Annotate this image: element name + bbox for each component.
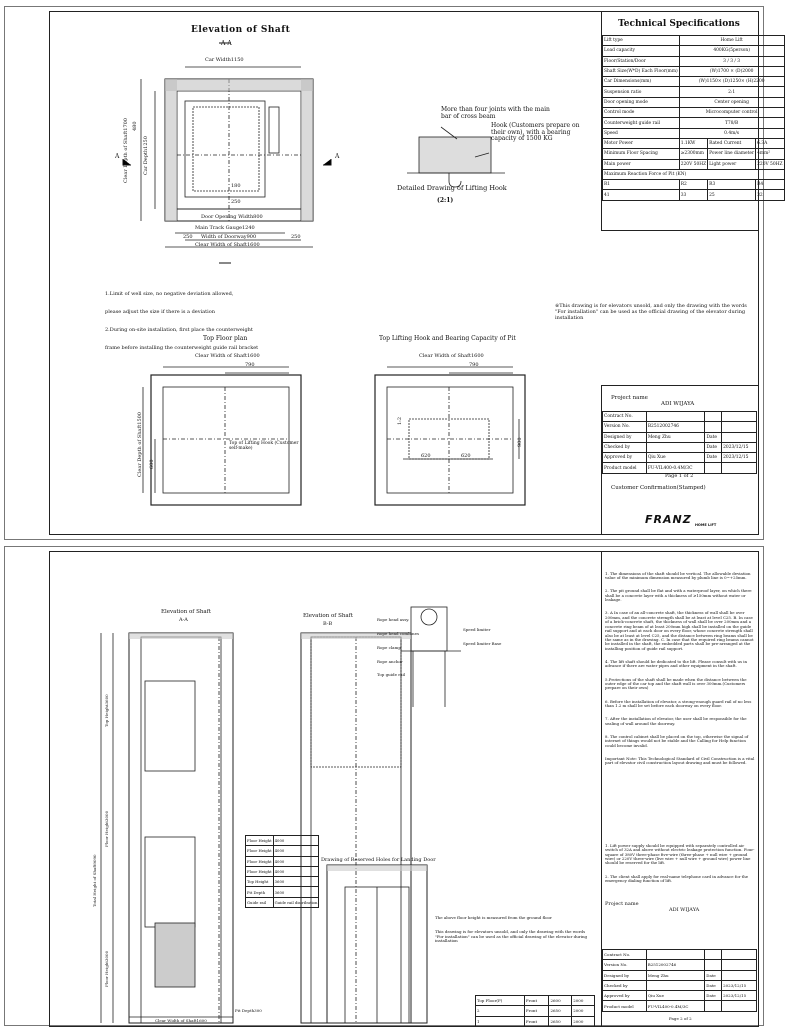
sheave-label: Top guide rail <box>377 672 406 678</box>
speed-label: Speed limiter <box>463 627 491 633</box>
project-table <box>602 411 757 474</box>
spec-row-cell: 400KG(5person) <box>679 46 784 56</box>
plan2-dim-b: 620 <box>461 453 471 459</box>
project-row-cell <box>722 463 757 473</box>
project-row-cell: Version No. <box>603 960 647 970</box>
side-row-cell: 4000 <box>273 866 319 876</box>
project-row-cell <box>705 1001 722 1011</box>
spec-title: Technical Specifications <box>618 19 740 29</box>
side-row-cell: Pit Depth <box>246 887 274 897</box>
clear-width-dim: Clear Width of Shaft1600 <box>195 242 260 248</box>
sheave-label: Rope head assy. <box>377 617 410 623</box>
civil-note: 5.Protections of the shaft shall be made when the distance between the outer edge of the car top and the shaft wall is over 300mm.(Customers prepare on their own) <box>605 676 748 691</box>
top-height: Top Height3600 <box>104 694 109 727</box>
floor-row-cell: 2650 <box>549 1006 572 1016</box>
project-name-value-2: ADI WIJAYA <box>669 907 700 913</box>
project-name-value: ADI WIJAYA <box>661 401 695 407</box>
floor-row <box>476 1016 595 1026</box>
side-row <box>246 856 319 866</box>
spec-row <box>603 46 785 56</box>
spec-row-cell: Rated Current <box>708 138 756 148</box>
civil-note: 3. A In case of an all-concrete shaft, the thickness of wall shall be over 200mm, and the concrete strength shall be at least at level C25. B. In case of a brick-concrete shaft, the thickness of wall shall be over 200mm and a concrete ring beam of at least 200mm high shall be installed on the guide rail support and at each door on every floor, whose concrete strength shall also be at least at level C25, and the distance between ring beams shall be the same as in the drawing. C. In case that the required ring beams cannot be installed in the shaft, the embedded parts shall be pre-arranged at the installing position of guide rail support. <box>605 610 755 651</box>
side-row-cell: 4000 <box>273 846 319 856</box>
project-row-cell <box>705 950 722 960</box>
civil-note: 8. The control cabinet shall be placed on the top, otherwise the signal of internet of things would not be stable and the Calling for Help function could become invalid. <box>605 733 750 748</box>
floor-row-cell: 1 <box>476 1016 525 1026</box>
spec-row-cell: 4mm² <box>756 149 784 159</box>
spec-row-cell: Counterweight guide rail <box>603 118 680 128</box>
spec-row <box>603 190 785 200</box>
plan2-ratio: 1:2 <box>397 416 403 425</box>
hook-note: More than four joints with the main bar of cross beam <box>441 106 552 120</box>
dim-250-left: 250 <box>183 234 193 240</box>
plan2-dim-790: 790 <box>469 362 479 368</box>
total-height: Total Height of Shaft9090 <box>92 854 97 907</box>
spec-row-cell: 41 <box>603 190 680 200</box>
civil-note: 6. Before the installation of elevator, a strong-enough guard rail of no less than 1.2 m shall be set before each doorway on every floor. <box>605 698 753 708</box>
elev-b-sub: B-B <box>323 621 333 627</box>
project-row-cell <box>646 412 705 422</box>
plan-dim-600: 600 <box>149 459 155 469</box>
project-row-cell: FU-VIL400-0.4M/3C <box>646 463 705 473</box>
spec-row-cell: R4 <box>756 180 784 190</box>
project-row <box>603 463 757 473</box>
spec-row-cell: Door opening mode <box>603 97 680 107</box>
section-mark-left: A <box>115 153 120 160</box>
side-row-cell: 3600 <box>273 877 319 887</box>
sheave-labels <box>377 609 419 687</box>
sheave-label: Rope clamp <box>377 644 401 650</box>
spec-row <box>603 149 785 159</box>
spec-row-cell: 0.4m/s <box>679 128 784 138</box>
project-row-cell: Qiu Xue <box>646 453 705 463</box>
project-row <box>603 412 757 422</box>
lifting-hook-title: Detailed Drawing of Lifting Hook <box>397 184 507 192</box>
spec-row-cell: (W)1700 × (D)2000 <box>679 66 784 76</box>
project-row-cell <box>722 960 757 970</box>
project-row-cell: Date <box>705 442 722 452</box>
top-hook-plan <box>375 367 525 505</box>
spec-row <box>603 118 785 128</box>
floor-table <box>475 995 595 1027</box>
project-row <box>603 980 757 990</box>
project-row-cell <box>646 980 704 990</box>
project-row <box>603 422 757 432</box>
hole-notes <box>435 907 595 953</box>
project-row-cell: Checked by <box>603 442 647 452</box>
project-row-cell: Date <box>705 453 722 463</box>
plan-clear-width: Clear Width of Shaft1600 <box>195 353 260 359</box>
project-row-cell <box>646 950 704 960</box>
hook-label: Hook (Customers prepare on their own), with a bearing capacity of 1500 KG <box>491 122 582 142</box>
spec-row <box>603 56 785 66</box>
project-row <box>603 453 757 463</box>
car-depth-dim: Car Depth1250 <box>143 136 149 175</box>
note-line: frame before installing the counterweight guide rail bracket <box>105 345 259 351</box>
spec-row-cell: Power line diameter <box>708 149 756 159</box>
project-row-cell: 2023/12/15 <box>722 442 757 452</box>
drawing-sheet-1 <box>4 6 783 540</box>
spec-row <box>603 77 785 87</box>
project-row-cell <box>722 412 757 422</box>
spec-row-cell: Center opening <box>679 97 784 107</box>
project-name-label: Project name <box>611 395 648 401</box>
car-width-dim: Car Width1150 <box>205 57 244 63</box>
spec-row-cell: Load capacity <box>603 46 680 56</box>
project-row <box>603 442 757 452</box>
side-table <box>245 835 319 908</box>
civil-notes <box>605 563 755 775</box>
plan2-dim-900: 900 <box>517 437 523 447</box>
project-row-cell <box>705 960 722 970</box>
project-row-cell: Date <box>705 970 722 980</box>
spec-row-cell: ≥2300mm <box>679 149 707 159</box>
project-row-cell <box>705 412 722 422</box>
spec-row-cell: Shaft Size(W*D) Each Floor(mm) <box>603 66 680 76</box>
side-row-cell: Floor Height <box>246 856 274 866</box>
side-row <box>246 836 319 846</box>
project-row-cell <box>705 422 722 432</box>
page-indicator-2: Page 2 of 2 <box>669 1016 692 1021</box>
spec-row-cell: 33 <box>679 190 707 200</box>
spec-row-cell: Microcomputer control <box>679 108 784 118</box>
floor-row-cell: 2600 <box>549 996 572 1006</box>
project-row <box>603 1001 757 1011</box>
civil-note: 4. The lift shaft should be dedicated to the lift. Please consult with us in advance if there are water pipes and other equipment in the shaft. <box>605 658 749 669</box>
side-row-cell: 4000 <box>273 856 319 866</box>
elev-a-sub: A-A <box>179 617 188 623</box>
speed-labels <box>463 619 501 656</box>
floor-row-cell: 2650 <box>549 1016 572 1026</box>
spec-row <box>603 169 785 179</box>
project-row-cell <box>722 970 757 980</box>
project-row <box>603 991 757 1001</box>
spec-row-cell: (W)1150× (D)1250× (H)2200 <box>679 77 784 87</box>
elevation-title: Elevation of Shaft <box>191 25 291 35</box>
spec-row-cell: R1 <box>603 180 680 190</box>
floor-height-2: Floor Height3000 <box>104 950 109 987</box>
civil-note: Important Note: This Technological Standard of Civil Construction is a vital part of elevator civil construction layout drawing and must be followed. <box>605 755 756 766</box>
project-row-cell: Date <box>705 980 722 990</box>
electrical-notes <box>605 835 755 892</box>
spec-row <box>603 36 785 46</box>
side-row-cell: Floor Height <box>246 846 274 856</box>
spec-row-cell: 3 / 3 / 3 <box>679 56 784 66</box>
spec-row-cell: Speed <box>603 128 680 138</box>
shaft-clear-width: Clear Width of Shaft1600 <box>155 1018 207 1023</box>
project-row-cell: Designed by <box>603 970 647 980</box>
elev-a-title: Elevation of Shaft <box>161 609 211 615</box>
spec-row-cell: Minimum Floor Spacing <box>603 149 680 159</box>
floor-row-cell: Front <box>524 1006 549 1016</box>
main-track-dim: Main Track Gauge1240 <box>195 225 255 231</box>
top-floor-title: Top Floor plan <box>203 335 248 342</box>
floor-height-1: Floor Height3000 <box>104 810 109 847</box>
project-row-cell: Contract No. <box>603 950 647 960</box>
note-line: 1.Limit of well size, no negative deviation allowed, <box>105 291 234 297</box>
project-row-cell: Date <box>705 991 722 1001</box>
plan-dim-790: 790 <box>245 362 255 368</box>
electrical-note: 1. Lift power supply should be equipped with separately controlled air switch of 32A and above without electric leakage protection function. Four-square of 380V three-phase five-wire (three-phase + null wire + ground wire) or 220V three-wire (live wire + null wire + ground wire) power line should be reserved for the lift. <box>605 842 755 866</box>
civil-note: 2. The pit ground shall be flat and with a waterproof layer, on which there shall be a concrete layer with a thickness of ≥150mm without water or leakage. <box>605 588 753 603</box>
floor-row-cell: Top Floor(F) <box>476 996 525 1006</box>
project-row-cell: Approved by <box>603 991 647 1001</box>
project-row-cell: Qiu Xue <box>646 991 704 1001</box>
spec-row <box>603 87 785 97</box>
side-row <box>246 846 319 856</box>
project-row-cell: Designed by <box>603 432 647 442</box>
project-row-cell: B2512002746 <box>646 422 705 432</box>
dim-250-right: 250 <box>291 234 301 240</box>
project-row-cell <box>722 1001 757 1011</box>
project-row-cell: 2023/12/15 <box>722 453 757 463</box>
project-row-cell <box>722 422 757 432</box>
civil-note: 1. The dimensions of the shaft should be vertical. The allowable deviation value of the minimum dimension measured by plumb line is 0~+25mm. <box>605 570 752 581</box>
drawing-sheet-2 <box>4 546 764 1026</box>
spec-row-cell: 2:1 <box>679 87 784 97</box>
spec-row-cell: Motor Power <box>603 138 680 148</box>
project-row-cell <box>646 442 705 452</box>
spec-row-cell: R3 <box>708 180 756 190</box>
floor-row-cell: 2000 <box>572 1006 595 1016</box>
dim-180: 180 <box>231 183 241 189</box>
hole-note: The above floor height is measured from the ground floor <box>435 915 552 921</box>
floor-row-cell: 2000 <box>572 1016 595 1026</box>
side-row-cell: Floor Height <box>246 836 274 846</box>
shaft-notes <box>105 279 345 363</box>
floor-row-cell: Front <box>524 996 549 1006</box>
customer-confirmation: Customer Confirmation(Stamped) <box>611 485 706 491</box>
floor-row <box>476 1006 595 1016</box>
side-row-cell: Floor Height <box>246 866 274 876</box>
side-row <box>246 877 319 887</box>
sheave-label: Rope anchor <box>377 658 403 664</box>
project-row <box>603 960 757 970</box>
side-row-cell: Top Height <box>246 877 274 887</box>
project-row-cell: Approved by <box>603 453 647 463</box>
spec-row-cell: R2 <box>679 180 707 190</box>
spec-row-cell: 25 <box>708 190 756 200</box>
project-table-2 <box>602 949 757 1012</box>
spec-row <box>603 128 785 138</box>
side-row-cell: Guide rail distribution <box>273 897 319 907</box>
hole-note: This drawing is for elevators unsold, and only the drawing with the words "For installation" can be used as the official drawing of the elevator during installation <box>435 928 589 944</box>
floor-row-cell: 2 <box>476 1006 525 1016</box>
door-opening-dim: Door Opening Width800 <box>201 214 263 220</box>
reserve-title: Drawing of Reserved Holes for Landing Door <box>321 857 436 863</box>
spec-row <box>603 97 785 107</box>
spec-row-cell: Main power <box>603 159 680 169</box>
floor-row-cell: Front <box>524 1016 549 1026</box>
side-row-cell: 3600 <box>273 887 319 897</box>
project-row-cell <box>722 950 757 960</box>
spec-row <box>603 138 785 148</box>
project-row-cell: Product model <box>603 463 647 473</box>
side-row <box>246 897 319 907</box>
top-hook-title: Top Lifting Hook and Bearing Capacity of Pit <box>379 335 516 342</box>
spec-row-cell: Floor/Station/Door <box>603 56 680 66</box>
brand-logo-sub: HOME LIFT <box>695 523 717 527</box>
plan-hook-note: Top of Lifting Hook (Customer self-make) <box>229 441 300 451</box>
project-row-cell: 2023/12/15 <box>722 991 757 1001</box>
spec-table <box>602 35 785 201</box>
spec-row-cell: 220V 50HZ <box>679 159 707 169</box>
project-row-cell: B2512002746 <box>646 960 704 970</box>
project-name-label-2: Project name <box>605 901 639 907</box>
project-row <box>603 432 757 442</box>
page-indicator-1: Page 1 of 2 <box>665 473 694 479</box>
spec-row-cell: Home Lift <box>679 36 784 46</box>
plan2-clear-width: Clear Width of Shaft1600 <box>419 353 484 359</box>
spec-row-cell: Control mode <box>603 108 680 118</box>
spec-row <box>603 180 785 190</box>
project-row-cell <box>722 432 757 442</box>
side-row <box>246 866 319 876</box>
electrical-note: 2. The client shall apply for real-name telephone card in advance for the emergency dialing function of lift. <box>605 873 750 884</box>
spec-row-cell: Suspension ratio <box>603 87 680 97</box>
lifting-hook-scale: (2:1) <box>437 197 454 204</box>
spec-row-cell: Light power <box>708 159 756 169</box>
project-row-cell: 2023/12/15 <box>722 980 757 990</box>
sheave-label: Rope head combines <box>377 630 420 636</box>
note-line: 2.During on-site installation, first place the counterweight <box>105 327 253 333</box>
spec-row-cell: 220V 50HZ <box>756 159 784 169</box>
spec-row <box>603 159 785 169</box>
project-row <box>603 970 757 980</box>
side-row-cell: Guide rail <box>246 897 274 907</box>
project-row-cell: Contract No. <box>603 412 647 422</box>
brand-logo: FRANZ <box>645 513 692 526</box>
project-row-cell: Product model <box>603 1001 647 1011</box>
spec-row-cell: 1.1KW <box>679 138 707 148</box>
top-floor-plan <box>143 367 301 505</box>
project-row-cell: Checked by <box>603 980 647 990</box>
spec-row-cell: T78/B <box>679 118 784 128</box>
project-row-cell: Meng Zhu <box>646 970 704 980</box>
project-row <box>603 950 757 960</box>
note-line: please adjust the size if there is a deviation <box>105 309 215 315</box>
spec-row-cell: Lift type <box>603 36 680 46</box>
doorway-width-dim: Width of Doorway900 <box>201 234 257 240</box>
clear-depth-dim: Clear Depth of Shaft1700 <box>123 118 129 183</box>
floor-row <box>476 996 595 1006</box>
project-row-cell <box>705 463 722 473</box>
project-row-cell: Version No. <box>603 422 647 432</box>
pit-depth: Pit Depth300 <box>235 1008 262 1013</box>
speed-label: Speed limiter Base <box>463 640 502 646</box>
spec-row <box>603 66 785 76</box>
project-row-cell: FU-VIL400-0.4M/3C <box>646 1001 704 1011</box>
side-row-cell: 4000 <box>273 836 319 846</box>
civil-note: 7. After the installation of elevator, the user shall be responsible for the sealing of wall around the doorway. <box>605 716 748 726</box>
spec-row-cell: 6.3A <box>756 138 784 148</box>
plan2-dim-a: 620 <box>421 453 431 459</box>
section-mark-right: A <box>335 153 340 160</box>
elevation-section: A-A <box>221 40 232 47</box>
plan-clear-depth: Clear Depth of Shaft1500 <box>137 412 143 477</box>
disclaimer: ※This drawing is for elevators unsold, and only the drawing with the words "For installation" can be used as the official drawing of the elevator during installation <box>555 303 749 321</box>
elev-b-title: Elevation of Shaft <box>303 613 353 619</box>
spec-row-cell: Car Dimensions(mm) <box>603 77 680 87</box>
floor-row-cell: 2000 <box>572 996 595 1006</box>
dim-250-center: 250 <box>231 199 241 205</box>
spec-row-cell: Maximum Reaction Force of Pit (KN) <box>603 169 785 179</box>
dim-480: 480 <box>132 121 138 131</box>
project-row-cell: Meng Zhu <box>646 432 705 442</box>
project-row-cell: Date <box>705 432 722 442</box>
spec-row <box>603 108 785 118</box>
spec-row-cell: 32 <box>756 190 784 200</box>
side-row <box>246 887 319 897</box>
